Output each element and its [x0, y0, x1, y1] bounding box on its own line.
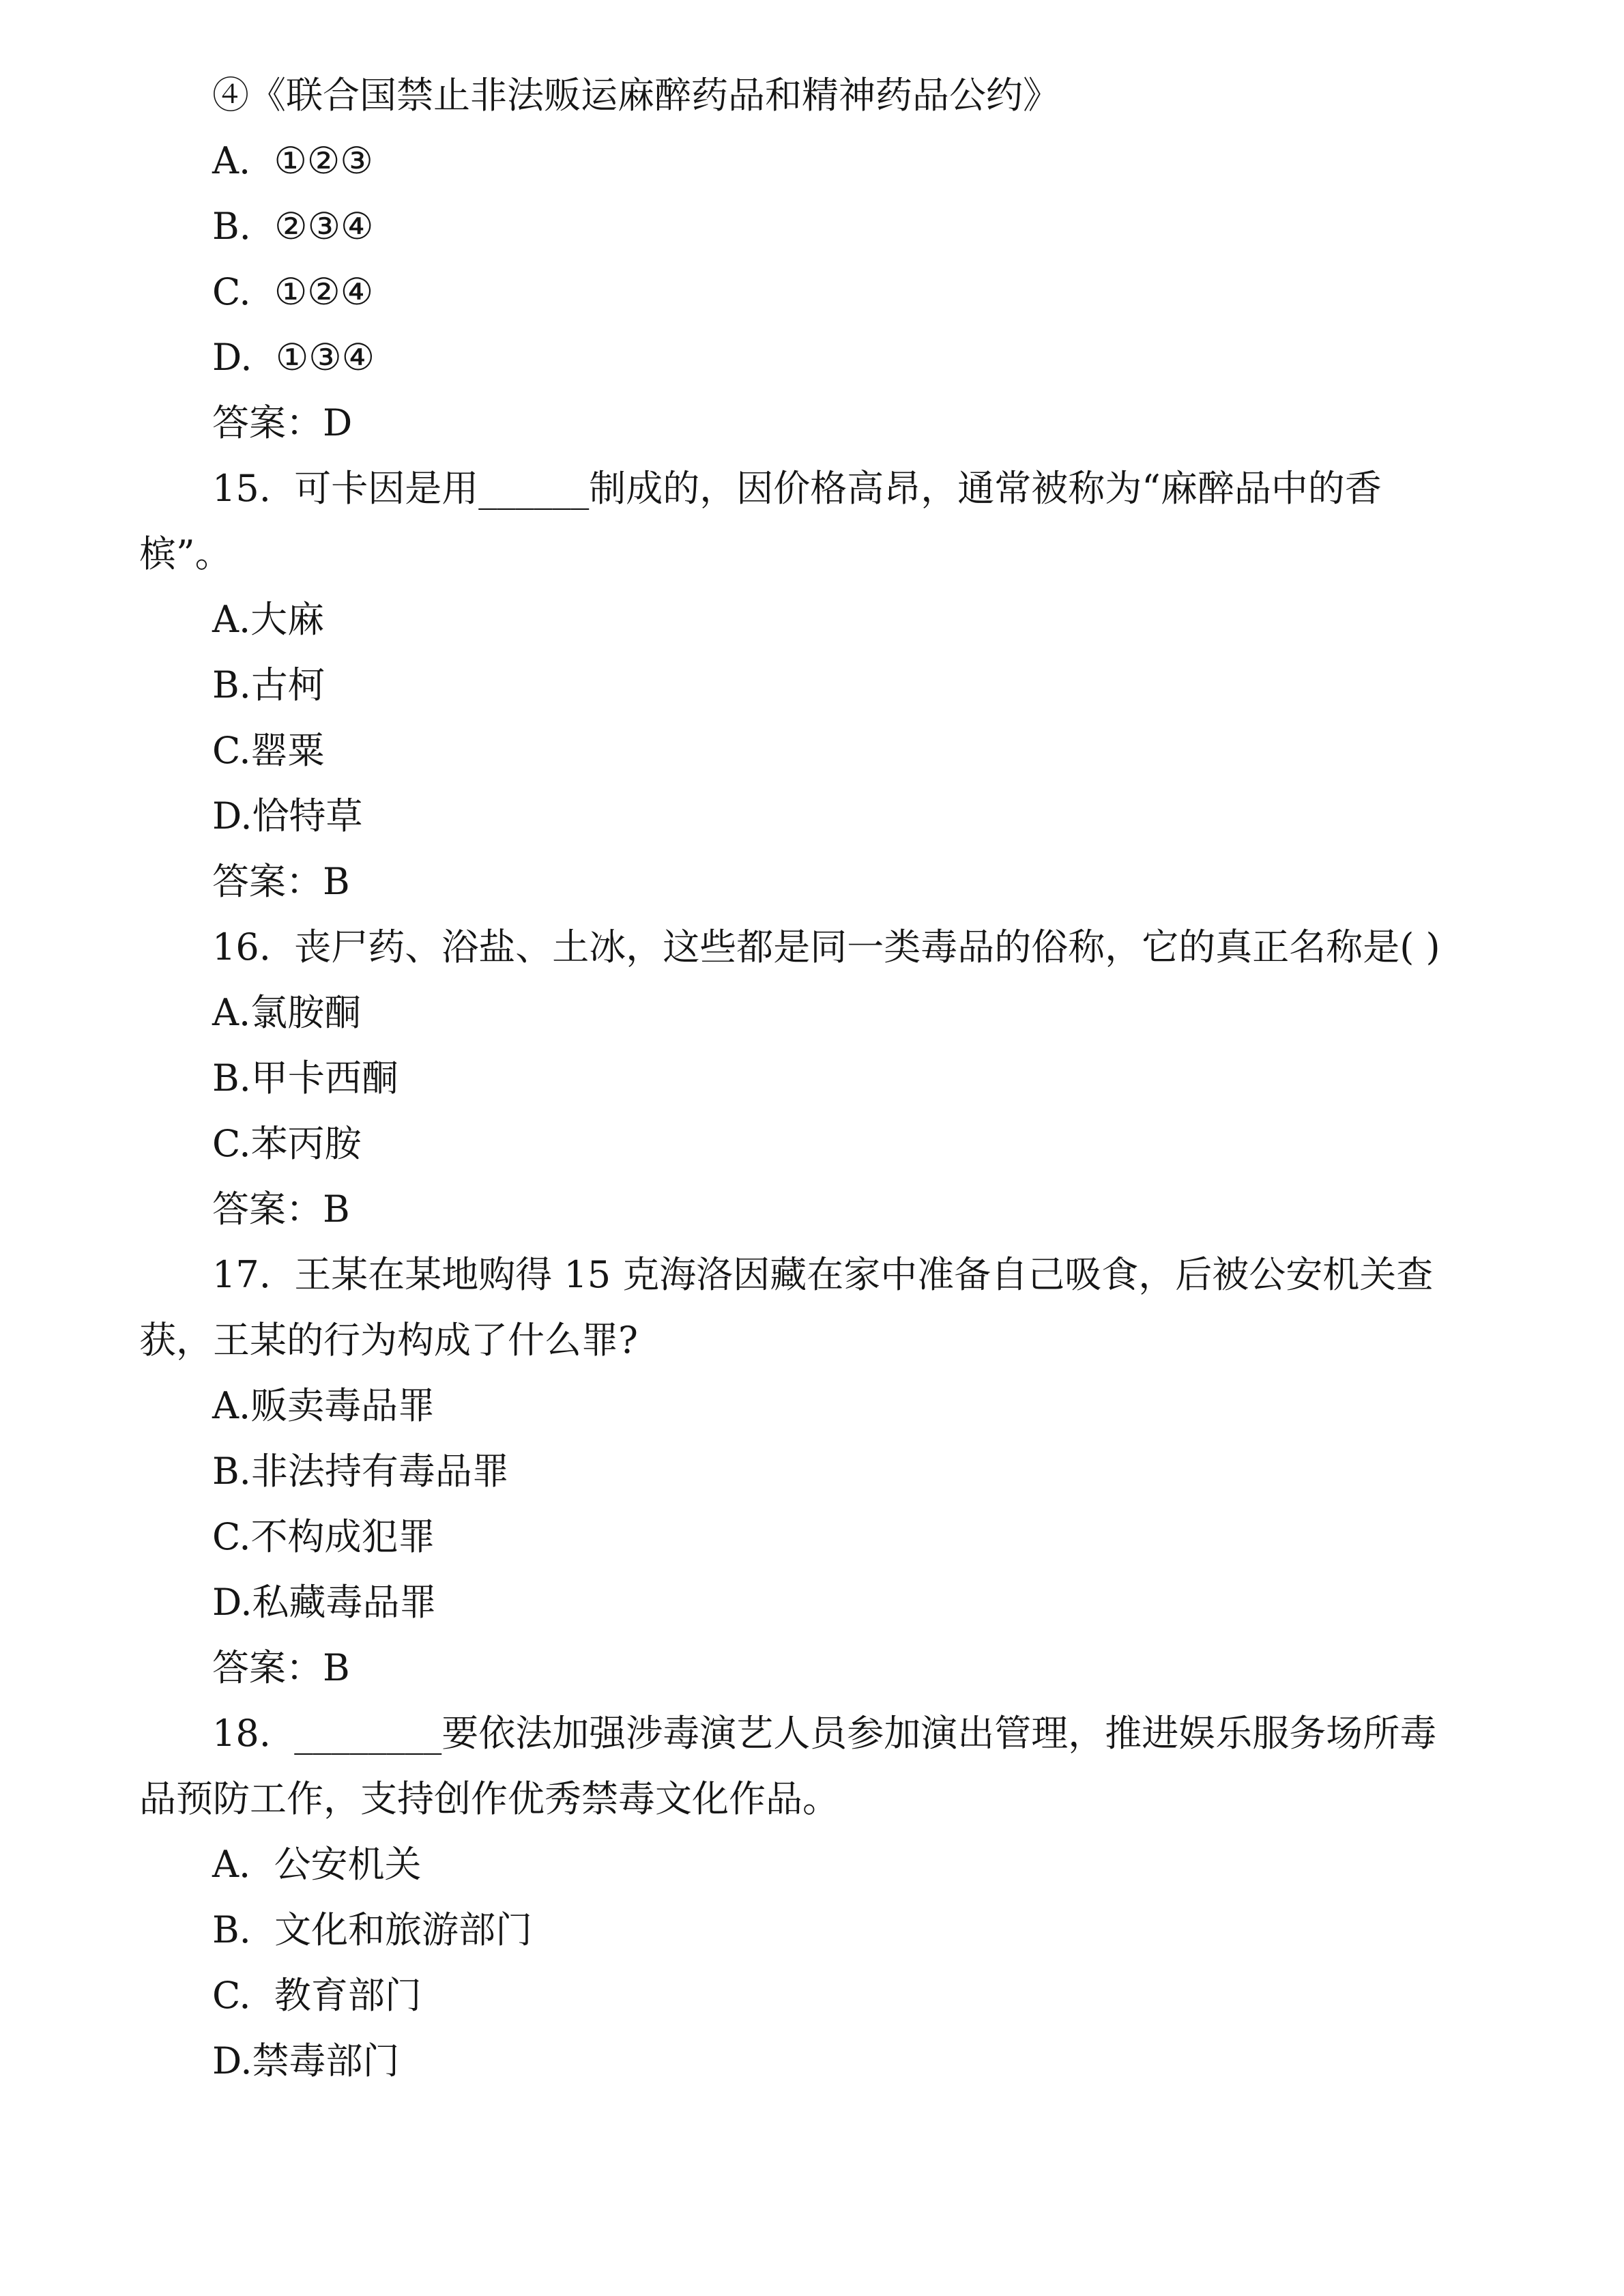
- option-b: B. ②③④: [212, 205, 374, 248]
- question-stem-continuation: 槟”。: [139, 532, 232, 575]
- option-c: C.苯丙胺: [212, 1122, 362, 1165]
- option-a: A. ①②③: [212, 139, 373, 182]
- answer-line: 答案：B: [212, 1188, 350, 1231]
- option-b: B. 文化和旅游部门: [212, 1908, 533, 1951]
- option-b: B.甲卡西酮: [212, 1057, 398, 1100]
- option-d: D.恰特草: [212, 794, 363, 837]
- option-c: C.罂粟: [212, 729, 325, 772]
- question-17: [0, 1242, 1624, 1701]
- option-b: B.非法持有毒品罪: [212, 1450, 509, 1493]
- option-c: C. 教育部门: [212, 1974, 422, 2017]
- question-14-tail: [0, 63, 1624, 456]
- answer-line: 答案：B: [212, 860, 350, 903]
- option-c: C. ①②④: [212, 270, 374, 313]
- question-stem-continuation: 品预防工作，支持创作优秀禁毒文化作品。: [139, 1777, 839, 1820]
- question-16: [0, 915, 1624, 1242]
- option-a: A.氯胺酮: [212, 991, 362, 1034]
- answer-line: 答案：D: [212, 401, 353, 444]
- option-a: A. 公安机关: [212, 1843, 422, 1886]
- option-a: A.贩卖毒品罪: [212, 1384, 435, 1427]
- choice-statement: ④《联合国禁止非法贩运麻醉药品和精神药品公约》: [212, 74, 1060, 117]
- option-d: D.私藏毒品罪: [212, 1581, 437, 1624]
- question-stem-continuation: 获，王某的行为构成了什么罪?: [139, 1319, 638, 1362]
- option-c: C.不构成犯罪: [212, 1515, 435, 1558]
- question-18: [0, 1701, 1624, 2094]
- question-15: [0, 456, 1624, 915]
- option-b: B.古柯: [212, 663, 325, 706]
- question-stem: 15. 可卡因是用______制成的，因价格高昂，通常被称为“麻醉品中的香: [212, 467, 1382, 510]
- option-d: D. ①③④: [212, 336, 375, 379]
- question-stem: 16. 丧尸药、浴盐、土冰，这些都是同一类毒品的俗称，它的真正名称是( ): [212, 925, 1440, 968]
- option-d: D.禁毒部门: [212, 2039, 400, 2082]
- question-stem: 17. 王某在某地购得 15 克海洛因藏在家中准备自己吸食，后被公安机关查: [212, 1253, 1434, 1296]
- answer-line: 答案：B: [212, 1646, 350, 1689]
- question-stem: 18. ________要依法加强涉毒演艺人员参加演出管理，推进娱乐服务场所毒: [212, 1712, 1437, 1755]
- option-a: A.大麻: [212, 598, 325, 641]
